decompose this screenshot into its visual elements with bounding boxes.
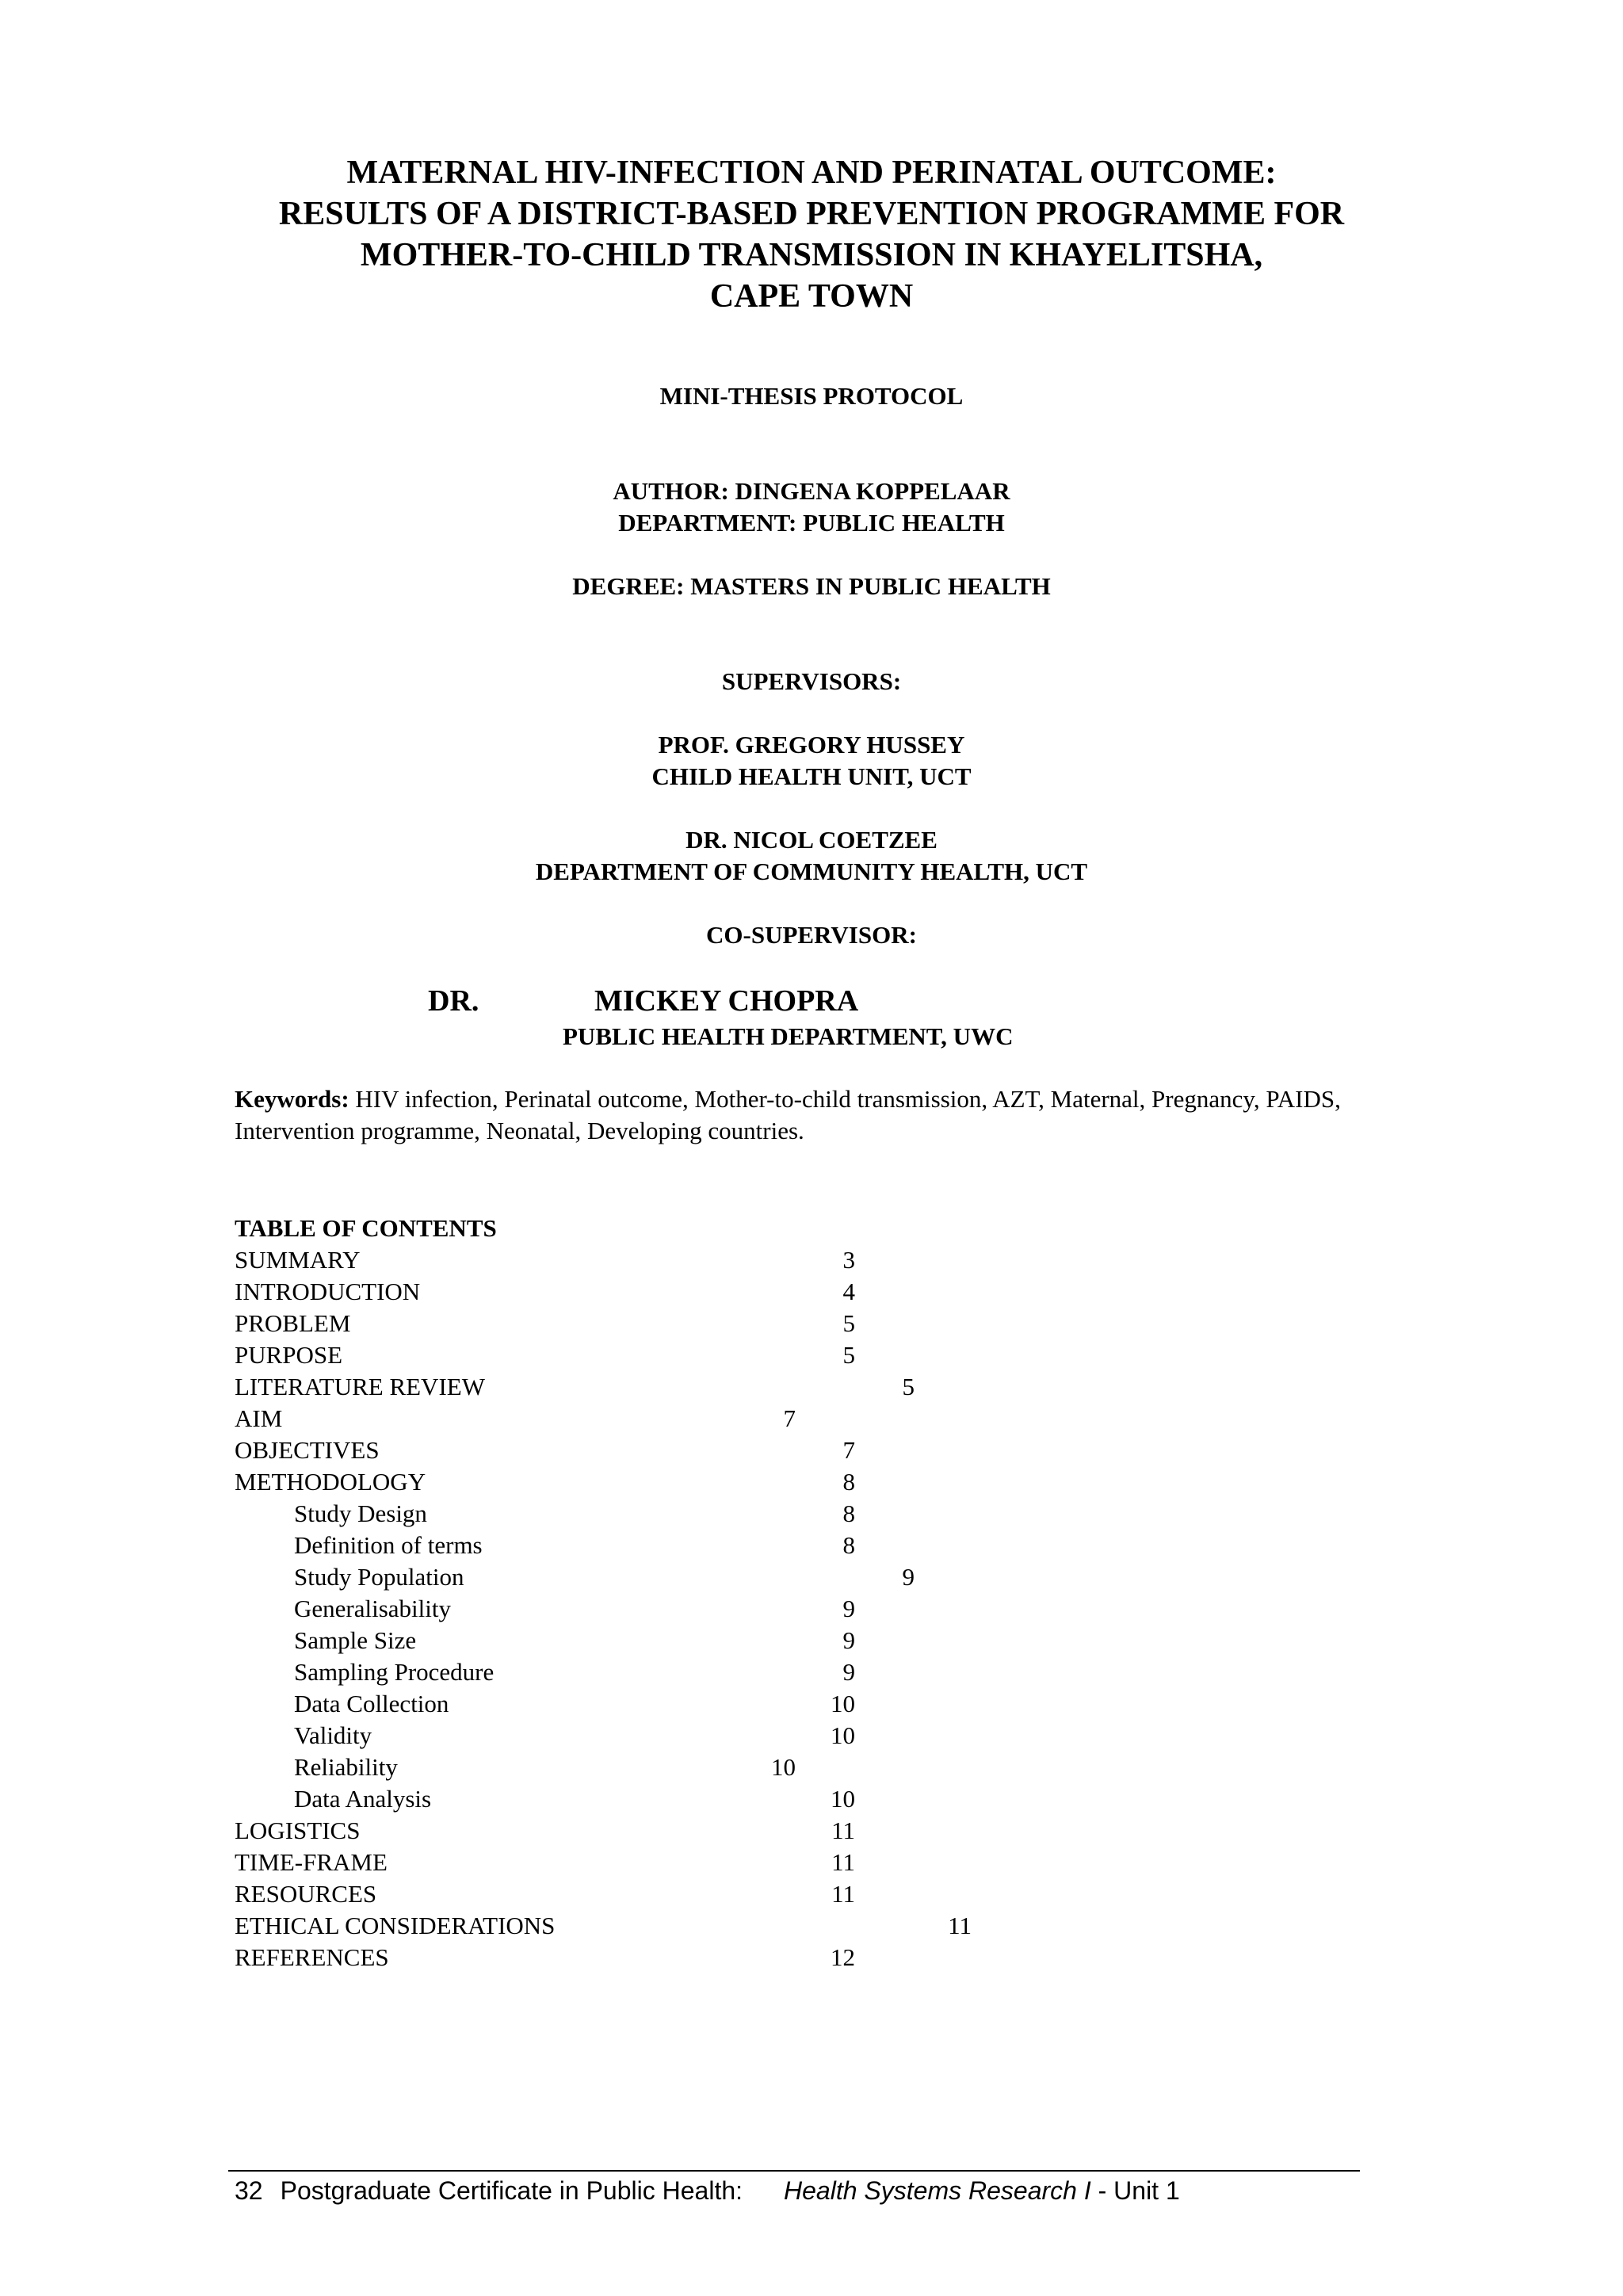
toc-entry-label: LITERATURE REVIEW (235, 1373, 485, 1400)
toc-entry-page: 10 (831, 1721, 855, 1749)
document-title (198, 152, 1425, 317)
toc-entry-page: 5 (902, 1373, 915, 1400)
toc-entry (0, 1435, 1623, 1466)
toc-entry-page: 10 (831, 1785, 855, 1813)
toc-subentry (0, 1561, 1623, 1593)
toc-entry-label: Study Design (294, 1499, 427, 1527)
toc-entry (0, 1339, 1623, 1371)
subtitle: MINI-THESIS PROTOCOL (659, 382, 964, 410)
toc-entry-page: 11 (948, 1912, 972, 1939)
footer-divider (228, 2170, 1360, 2172)
toc-entry (0, 1244, 1623, 1276)
toc-entry-label: LOGISTICS (235, 1817, 361, 1844)
supervisors-heading: SUPERVISORS: (721, 667, 902, 695)
page-footer (235, 2175, 1180, 2206)
toc-entry (0, 1466, 1623, 1498)
toc-entry-label: Generalisability (294, 1595, 451, 1622)
toc-entry (0, 1878, 1623, 1910)
toc-entry-page: 7 (842, 1436, 855, 1464)
toc-subentry (0, 1656, 1623, 1688)
toc-entry-page: 5 (842, 1341, 855, 1369)
toc-entry-label: REFERENCES (235, 1943, 389, 1971)
co-supervisor-name: MICKEY CHOPRA (594, 984, 859, 1018)
toc-entry-page: 10 (831, 1690, 855, 1717)
toc-entry (0, 1371, 1623, 1403)
toc-entry-page: 4 (842, 1278, 855, 1305)
toc-subentry (0, 1625, 1623, 1656)
footer-certificate: Postgraduate Certificate in Public Health: (280, 2176, 743, 2205)
toc-entry-page: 8 (842, 1531, 855, 1559)
toc-entry (0, 1403, 1623, 1435)
toc-entry (0, 1815, 1623, 1847)
supervisor-name: PROF. GREGORY HUSSEY (658, 731, 965, 758)
table-of-contents (0, 1244, 1623, 1973)
toc-entry-label: INTRODUCTION (235, 1278, 421, 1305)
toc-subentry (0, 1498, 1623, 1530)
co-supervisor-title: DR. (428, 984, 479, 1018)
toc-entry (0, 1308, 1623, 1339)
toc-entry-label: Validity (294, 1721, 372, 1749)
toc-entry-label: Definition of terms (294, 1531, 483, 1559)
department: DEPARTMENT: PUBLIC HEALTH (618, 509, 1005, 537)
toc-subentry (0, 1530, 1623, 1561)
toc-entry-label: RESOURCES (235, 1880, 377, 1908)
toc-entry-page: 9 (842, 1626, 855, 1654)
toc-entry-page: 10 (771, 1753, 796, 1781)
toc-entry-label: TIME-FRAME (235, 1848, 388, 1876)
toc-entry-page: 11 (831, 1848, 855, 1876)
toc-entry-page: 9 (902, 1563, 915, 1591)
toc-entry-label: AIM (235, 1404, 283, 1432)
toc-entry-page: 12 (831, 1943, 855, 1971)
keywords-text: HIV infection, Perinatal outcome, Mother-to-child transmission, AZT, Maternal, Pregnancy, PAIDS, Intervention programme, Neonatal, Developing countries. (235, 1085, 1341, 1144)
toc-heading: TABLE OF CONTENTS (235, 1214, 497, 1242)
toc-entry-page: 5 (842, 1309, 855, 1337)
toc-entry-label: ETHICAL CONSIDERATIONS (235, 1912, 556, 1939)
toc-subentry (0, 1720, 1623, 1752)
keywords-paragraph (235, 1083, 1400, 1147)
toc-entry-page: 3 (842, 1246, 855, 1274)
supervisor-affiliation: CHILD HEALTH UNIT, UCT (651, 762, 972, 790)
author: AUTHOR: DINGENA KOPPELAAR (613, 477, 1010, 505)
toc-entry-label: Study Population (294, 1563, 464, 1591)
toc-entry (0, 1942, 1623, 1973)
toc-entry-label: Reliability (294, 1753, 398, 1781)
toc-entry-page: 9 (842, 1658, 855, 1686)
toc-subentry (0, 1593, 1623, 1625)
toc-entry-page: 11 (831, 1880, 855, 1908)
toc-entry-page: 8 (842, 1499, 855, 1527)
title-line: MOTHER-TO-CHILD TRANSMISSION IN KHAYELITSHA, (360, 237, 1263, 273)
toc-subentry (0, 1688, 1623, 1720)
page-number: 32 (235, 2176, 263, 2205)
degree: DEGREE: MASTERS IN PUBLIC HEALTH (572, 572, 1051, 600)
toc-entry (0, 1910, 1623, 1942)
footer-course-unit: - Unit 1 (1090, 2176, 1180, 2205)
co-supervisor-affiliation: PUBLIC HEALTH DEPARTMENT, UWC (563, 1022, 1014, 1050)
toc-entry-label: Data Collection (294, 1690, 449, 1717)
toc-entry-label: METHODOLOGY (235, 1468, 426, 1496)
toc-entry-label: SUMMARY (235, 1246, 361, 1274)
toc-entry-page: 7 (783, 1404, 796, 1432)
title-line: CAPE TOWN (709, 278, 914, 315)
keywords-label: Keywords: (235, 1085, 349, 1113)
toc-entry (0, 1847, 1623, 1878)
toc-entry-label: Data Analysis (294, 1785, 432, 1813)
toc-entry-page: 8 (842, 1468, 855, 1496)
supervisor-name: DR. NICOL COETZEE (685, 826, 938, 854)
toc-subentry (0, 1752, 1623, 1783)
toc-entry-page: 11 (831, 1817, 855, 1844)
toc-subentry (0, 1783, 1623, 1815)
toc-entry-label: PROBLEM (235, 1309, 351, 1337)
title-line: RESULTS OF A DISTRICT-BASED PREVENTION PROGRAMME FOR (278, 196, 1345, 232)
toc-entry-label: OBJECTIVES (235, 1436, 380, 1464)
co-supervisor-heading: CO-SUPERVISOR: (706, 921, 917, 949)
supervisor-affiliation: DEPARTMENT OF COMMUNITY HEALTH, UCT (535, 858, 1088, 885)
toc-entry-page: 9 (842, 1595, 855, 1622)
title-line: MATERNAL HIV-INFECTION AND PERINATAL OUTCOME: (346, 155, 1277, 191)
toc-entry-label: PURPOSE (235, 1341, 343, 1369)
toc-entry-label: Sample Size (294, 1626, 417, 1654)
toc-entry-label: Sampling Procedure (294, 1658, 495, 1686)
toc-entry (0, 1276, 1623, 1308)
footer-course-title: Health Systems Research I (784, 2176, 1091, 2205)
